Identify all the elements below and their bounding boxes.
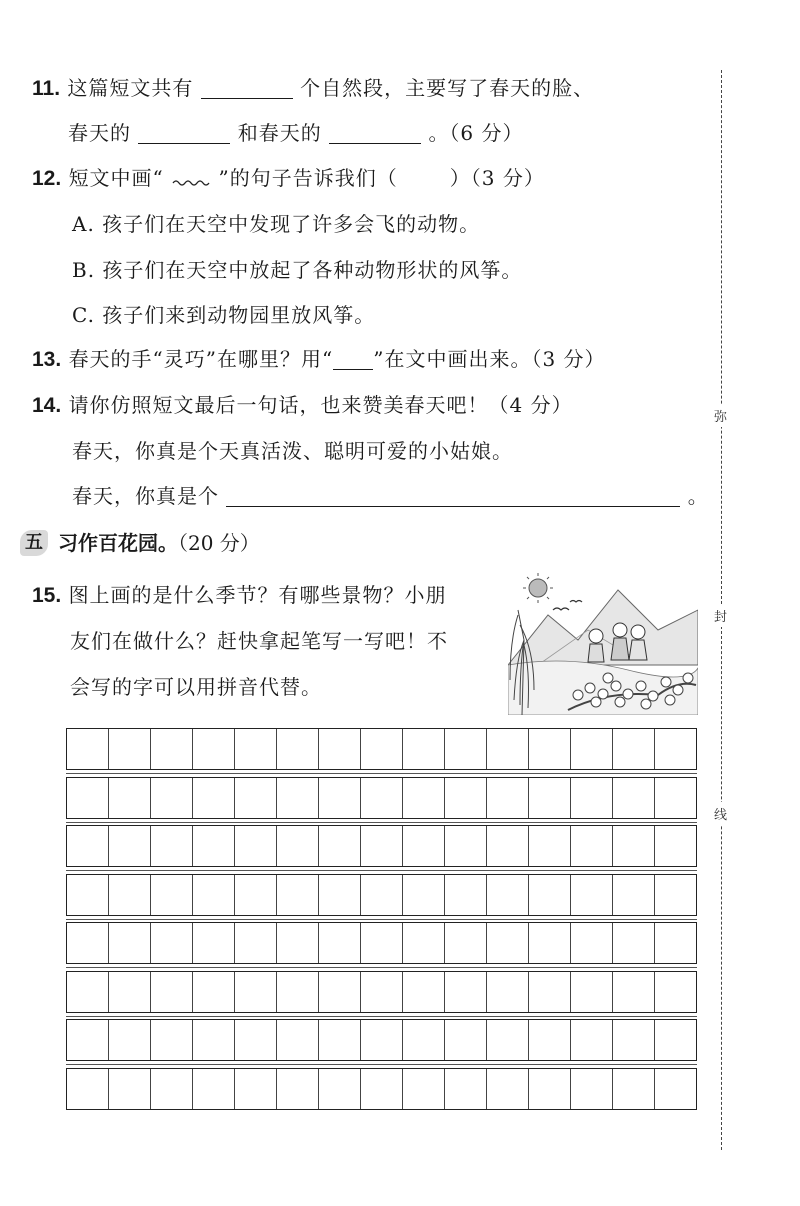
grid-cell-divider [612,826,613,866]
grid-row[interactable] [66,874,697,916]
grid-row[interactable] [66,728,697,770]
q12-text-c: ）（3 分） [449,166,545,190]
sun-icon [523,573,553,603]
grid-cell-divider [360,729,361,769]
grid-cell-divider [570,729,571,769]
grid-cell-divider [276,778,277,818]
q13-text-a: 春天的手“灵巧”在哪里？用“ [68,347,334,371]
q12-text-a: 短文中画“ [68,166,164,190]
grid-cell-divider [318,875,319,915]
grid-cell-divider [570,923,571,963]
grid-cell-divider [276,1020,277,1060]
q14-answer-blank[interactable] [226,484,680,507]
grid-row[interactable] [66,825,697,867]
grid-cell-divider [486,826,487,866]
grid-spacer-line [66,1064,697,1065]
grid-cell-divider [360,826,361,866]
grid-cell-divider [654,1020,655,1060]
grid-spacer-line [66,967,697,968]
grid-cell-divider [360,1020,361,1060]
grid-cell-divider [444,778,445,818]
q12-number: 12. [32,167,62,190]
grid-cell-divider [402,826,403,866]
grid-cell-divider [570,778,571,818]
margin-char-feng: 封 [714,604,727,627]
grid-cell-divider [528,1069,529,1109]
grid-cell-divider [318,729,319,769]
q14-prompt: 春天，你真是个 [72,484,219,508]
bird-icon [553,608,569,610]
q12-line [32,164,545,193]
q15-line3: 会写的字可以用拼音代替。 [70,675,322,699]
q13-number: 13. [32,348,62,371]
grid-cell-divider [150,729,151,769]
q11-blank-paragraph-count[interactable] [201,76,293,99]
grid-cell-divider [612,875,613,915]
grid-cell-divider [234,1069,235,1109]
grid-cell-divider [570,826,571,866]
grid-cell-divider [108,1020,109,1060]
grid-cell-divider [486,972,487,1012]
q11-text-a: 这篇短文共有 [67,76,194,100]
grid-cell-divider [150,875,151,915]
grid-row[interactable] [66,971,697,1013]
q15-text-1: 图上画的是什么季节？有哪些景物？小朋 [68,583,447,607]
section-points: （20 分） [178,531,260,555]
grid-cell-divider [234,826,235,866]
grid-cell-divider [150,1020,151,1060]
grid-cell-divider [360,1069,361,1109]
grid-cell-divider [192,826,193,866]
grid-cell-divider [402,729,403,769]
grid-cell-divider [444,875,445,915]
q15-line2: 友们在做什么？赶快拿起笔写一写吧！不 [70,629,448,653]
grid-cell-divider [444,826,445,866]
q12-text-b: ”的句子告诉我们（ [218,166,398,190]
grid-cell-divider [360,923,361,963]
grid-cell-divider [108,972,109,1012]
grid-cell-divider [192,1069,193,1109]
grid-cell-divider [192,778,193,818]
grid-cell-divider [108,778,109,818]
grid-spacer-line [66,773,697,774]
grid-cell-divider [318,1069,319,1109]
grid-cell-divider [192,1020,193,1060]
q12-option-a[interactable]: A. 孩子们在天空中发现了许多会飞的动物。 [72,212,481,236]
grid-cell-divider [318,778,319,818]
grid-spacer-line [66,822,697,823]
grid-cell-divider [612,1020,613,1060]
q11-blank-3[interactable] [329,121,421,144]
grid-cell-divider [150,923,151,963]
grid-cell-divider [570,1069,571,1109]
grid-spacer-line [66,919,697,920]
grid-cell-divider [192,972,193,1012]
q14-prompt-line [72,482,709,510]
q14-example: 春天，你真是个天真活泼、聪明可爱的小姑娘。 [72,439,513,463]
grid-cell-divider [528,729,529,769]
grid-cell-divider [654,778,655,818]
grid-cell-divider [108,923,109,963]
section-title [58,529,260,557]
grid-cell-divider [486,778,487,818]
margin-char-xian: 线 [714,802,727,825]
grid-cell-divider [612,729,613,769]
q14-number: 14. [32,394,62,417]
grid-cell-divider [402,778,403,818]
grid-cell-divider [108,875,109,915]
grid-cell-divider [654,972,655,1012]
straight-underline-icon [333,347,373,370]
wavy-underline-icon [171,173,211,187]
grid-row[interactable] [66,1068,697,1110]
grid-cell-divider [570,875,571,915]
grid-cell-divider [444,1069,445,1109]
grid-cell-divider [444,729,445,769]
q11-text-c: 春天的 [68,121,131,145]
grid-cell-divider [234,778,235,818]
grid-cell-divider [276,1069,277,1109]
grid-cell-divider [276,923,277,963]
q12-option-c[interactable]: C. 孩子们来到动物园里放风筝。 [72,303,376,327]
grid-cell-divider [150,972,151,1012]
children-icon [588,623,647,662]
grid-cell-divider [654,826,655,866]
grid-cell-divider [402,875,403,915]
q15-line1 [32,581,447,610]
grid-cell-divider [528,826,529,866]
q12-option-b[interactable]: B. 孩子们在天空中放起了各种动物形状的风筝。 [72,258,523,282]
grid-cell-divider [402,972,403,1012]
grid-cell-divider [150,826,151,866]
q14-line [32,391,573,420]
grid-cell-divider [528,923,529,963]
grid-cell-divider [528,1020,529,1060]
grid-cell-divider [654,923,655,963]
grid-row[interactable] [66,777,697,819]
spring-scene-illustration [508,570,698,715]
grid-cell-divider [318,826,319,866]
grid-cell-divider [192,729,193,769]
grid-cell-divider [402,923,403,963]
grid-cell-divider [318,972,319,1012]
q11-blank-2[interactable] [138,121,230,144]
grid-row[interactable] [66,1019,697,1061]
bird-icon [570,601,582,603]
grid-cell-divider [570,1020,571,1060]
grid-cell-divider [234,1020,235,1060]
grid-cell-divider [108,826,109,866]
q14-text: 请你仿照短文最后一句话，也来赞美春天吧！（4 分） [68,393,573,417]
q11-line1 [32,74,594,103]
grid-cell-divider [486,729,487,769]
q15-number: 15. [32,584,62,607]
grid-cell-divider [654,1069,655,1109]
grid-cell-divider [360,875,361,915]
grid-cell-divider [486,1020,487,1060]
grid-cell-divider [192,923,193,963]
grid-spacer-line [66,1016,697,1017]
grid-cell-divider [108,729,109,769]
grid-spacer-line [66,870,697,871]
grid-cell-divider [234,729,235,769]
grid-cell-divider [318,923,319,963]
grid-cell-divider [612,778,613,818]
grid-cell-divider [486,875,487,915]
grid-cell-divider [402,1069,403,1109]
q11-text-d: 和春天的 [237,121,322,145]
q14-end: 。 [687,484,709,508]
grid-cell-divider [528,875,529,915]
grid-row[interactable] [66,922,697,964]
grid-cell-divider [570,972,571,1012]
grid-cell-divider [234,923,235,963]
margin-char-mi: 弥 [714,404,727,427]
section-badge: 五 [20,530,48,556]
grid-cell-divider [234,972,235,1012]
grid-cell-divider [276,875,277,915]
grid-cell-divider [654,729,655,769]
grid-cell-divider [360,972,361,1012]
q11-line2 [68,119,524,147]
grid-cell-divider [444,1020,445,1060]
grid-cell-divider [192,875,193,915]
grid-cell-divider [612,923,613,963]
grid-cell-divider [528,778,529,818]
grid-cell-divider [528,972,529,1012]
q13-line [32,345,606,374]
grid-cell-divider [108,1069,109,1109]
grid-cell-divider [654,875,655,915]
section-title-text: 习作百花园。 [58,531,178,555]
grid-cell-divider [150,1069,151,1109]
grid-cell-divider [360,778,361,818]
grid-cell-divider [486,1069,487,1109]
grid-cell-divider [276,826,277,866]
q13-text-b: ”在文中画出来。（3 分） [373,347,606,371]
grid-cell-divider [444,923,445,963]
grid-cell-divider [486,923,487,963]
grid-cell-divider [234,875,235,915]
q11-text-e: 。（6 分） [428,121,524,145]
grid-cell-divider [318,1020,319,1060]
q11-text-b: 个自然段，主要写了春天的脸、 [300,76,595,100]
grid-cell-divider [402,1020,403,1060]
grid-cell-divider [150,778,151,818]
grid-cell-divider [612,972,613,1012]
grid-cell-divider [612,1069,613,1109]
grid-cell-divider [276,972,277,1012]
q11-number: 11. [32,77,61,100]
grid-cell-divider [276,729,277,769]
grid-cell-divider [444,972,445,1012]
